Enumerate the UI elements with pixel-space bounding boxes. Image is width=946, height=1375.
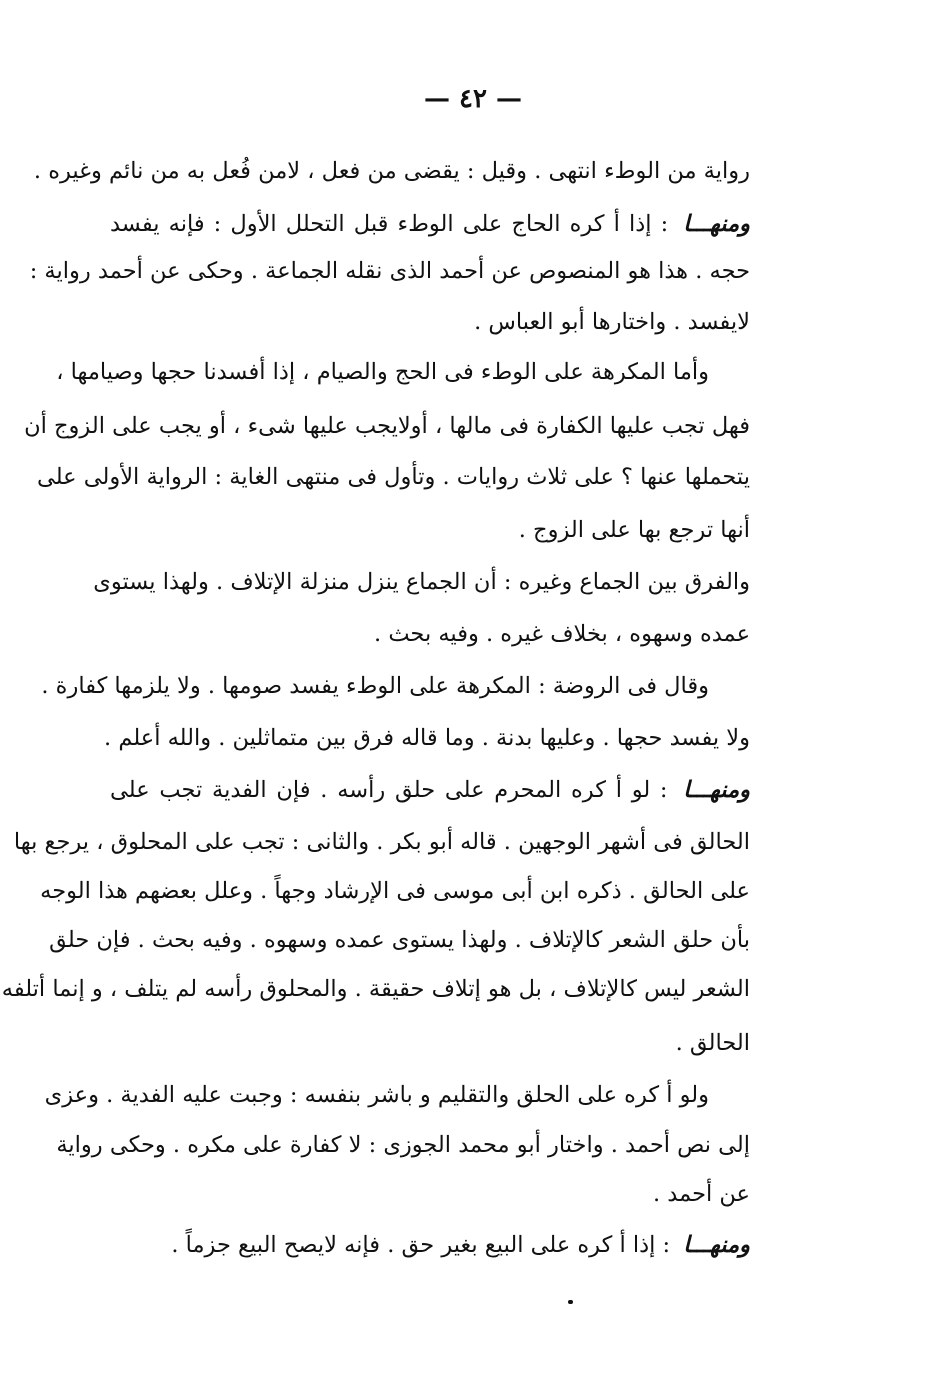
line-text: الشعر ليس كالإتلاف ، بل هو إتلاف حقيقة . والمحلوق رأسه لم يتلف ، و إنما أتلفه — [1, 976, 750, 1002]
text-line — [110, 1225, 750, 1265]
text-line — [104, 718, 750, 758]
line-text: أنها ترجع بها على الزوج . — [518, 517, 750, 543]
line-text: رواية من الوطء انتهى . وقيل : يقضى من فعل ، لامن فُعل به من نائم وغيره . — [33, 158, 750, 184]
text-line — [110, 510, 750, 550]
text-line — [110, 1023, 750, 1063]
text-line — [44, 1075, 709, 1115]
text-line — [41, 666, 709, 706]
line-text: إلى نص أحمد . واختار أبو محمد الجوزى : لا كفارة على مكره . وحكى رواية — [56, 1132, 750, 1158]
line-text: عن أحمد . — [653, 1181, 750, 1207]
section-keyword: ومنهـــا — [683, 1232, 750, 1258]
text-line — [56, 1125, 750, 1165]
text-line — [29, 251, 750, 291]
text-line — [93, 562, 750, 602]
text-line — [33, 151, 750, 191]
text-line — [24, 406, 750, 446]
text-line — [110, 614, 750, 654]
line-text: عمده وسهوه ، بخلاف غيره . وفيه بحث . — [374, 621, 750, 647]
line-text: : لو أ كره المحرم على حلق رأسه . فإن الفدية تجب على — [110, 777, 668, 803]
line-text: وأما المكرهة على الوطء فى الحج والصيام ، إذا أفسدنا حجها وصيامها ، — [56, 359, 709, 385]
section-keyword: ومنهـــا — [683, 777, 751, 803]
line-text: الحالق فى أشهر الوجهين . قاله أبو بكر . والثانى : تجب على المحلوق ، يرجع بها — [13, 829, 750, 855]
text-line — [13, 822, 750, 862]
text-line — [36, 457, 750, 497]
text-line — [1, 969, 750, 1009]
page-number: — ٤٢ — — [423, 84, 523, 114]
text-line — [40, 871, 750, 911]
line-text: : إذا أ كره على البيع بغير حق . فإنه لايصح البيع جزماً . — [171, 1232, 671, 1258]
text-line — [110, 1174, 750, 1214]
line-text: لايفسد . واختارها أبو العباس . — [474, 309, 750, 335]
line-text: بأن حلق الشعر كالإتلاف . ولهذا يستوى عمده وسهوه . وفيه بحث . فإن حلق — [49, 927, 750, 953]
line-text: حجه . هذا هو المنصوص عن أحمد الذى نقله الجماعة . وحكى عن أحمد رواية : — [29, 258, 750, 284]
text-line — [49, 920, 750, 960]
text-line — [110, 302, 750, 342]
line-text: والفرق بين الجماع وغيره : أن الجماع ينزل منزلة الإتلاف . ولهذا يستوى — [93, 569, 750, 595]
line-text: ولو أ كره على الحلق والتقليم و باشر بنفسه : وجبت عليه الفدية . وعزى — [44, 1082, 709, 1108]
line-text: على الحالق . ذكره ابن أبى موسى فى الإرشاد وجهاً . وعلل بعضهم هذا الوجه — [40, 878, 750, 904]
ink-speck — [568, 1300, 573, 1304]
section-keyword: ومنهـــا — [683, 211, 750, 237]
line-text: يتحملها عنها ؟ على ثلاث روايات . وتأول فى منتهى الغاية : الرواية الأولى على — [36, 464, 750, 490]
text-line — [56, 352, 709, 392]
line-text: : إذا أ كره الحاج على الوطء قبل التحلل الأول : فإنه يفسد — [110, 211, 669, 237]
line-text: فهل تجب عليها الكفارة فى مالها ، أولايجب عليها شىء ، أو يجب على الزوج أن — [24, 413, 750, 439]
text-line — [110, 204, 750, 244]
line-text: وقال فى الروضة : المكرهة على الوطء يفسد صومها . ولا يلزمها كفارة . — [41, 673, 709, 699]
text-line — [110, 770, 750, 810]
line-text: الحالق . — [675, 1030, 750, 1056]
line-text: ولا يفسد حجها . وعليها بدنة . وما قاله فرق بين متماثلين . والله أعلم . — [104, 725, 750, 751]
